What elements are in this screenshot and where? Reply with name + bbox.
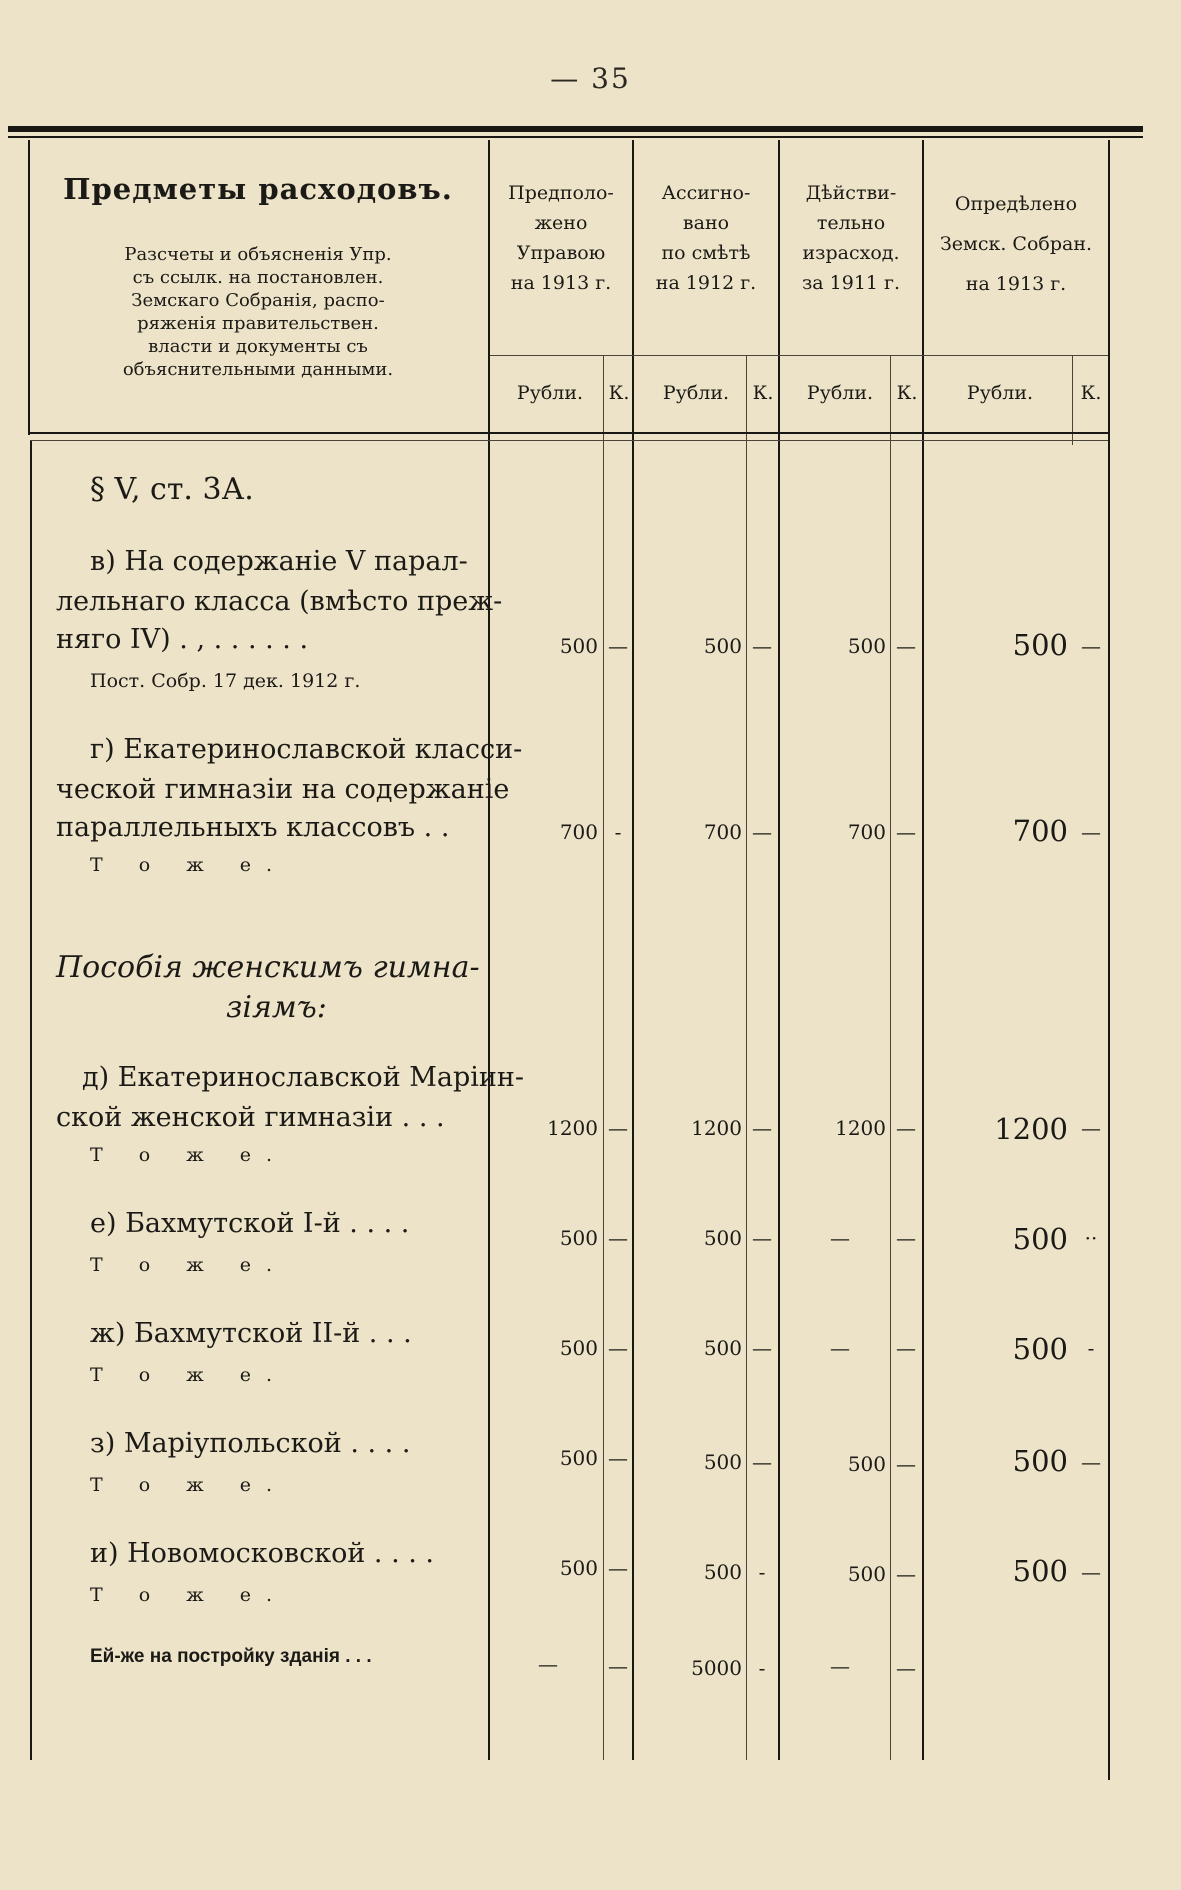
entry-line: параллельныхъ классовъ . . <box>56 812 450 843</box>
value-proposed: 700 <box>559 820 598 844</box>
kop-proposed: — <box>608 1654 628 1678</box>
kop-determined: — <box>1081 1450 1101 1474</box>
entry-line: ческой гимназіи на содержаніе <box>56 774 510 805</box>
school-line: и) Новомосковской . . . . <box>90 1538 434 1569</box>
table-border-right <box>1108 140 1110 1780</box>
kop-spent: — <box>896 820 916 844</box>
value-spent: 500 <box>847 1452 886 1476</box>
value-spent: — <box>830 1226 850 1250</box>
kop-assigned: — <box>752 1336 772 1360</box>
column-header-assigned <box>634 178 778 298</box>
header-subtitle <box>78 243 438 381</box>
subsection-heading-line2: зіямъ: <box>226 990 327 1025</box>
unit-kop: К. <box>896 382 918 404</box>
column-divider-1 <box>488 140 490 1760</box>
value-spent: 1200 <box>835 1116 886 1140</box>
column-header-line: тельно <box>816 212 886 234</box>
unit-rub: Рубли. <box>806 382 874 404</box>
value-assigned: 500 <box>703 1336 742 1360</box>
subsection-heading: Пособія женскимъ гимна- <box>56 950 480 985</box>
column-header-line: за 1911 г. <box>801 272 901 294</box>
kop-assigned: - <box>758 1560 766 1584</box>
value-spent: — <box>830 1654 850 1678</box>
column-header-determined <box>924 184 1108 304</box>
kop-determined: - <box>1087 1336 1095 1360</box>
column-header-line: на 1913 г. <box>965 273 1067 295</box>
value-determined: 500 <box>1012 1444 1068 1478</box>
value-assigned: 500 <box>703 1226 742 1250</box>
column-header-line: на 1913 г. <box>510 272 612 294</box>
kop-proposed: — <box>608 1556 628 1580</box>
column-header-line: на 1912 г. <box>655 272 757 294</box>
value-assigned: 1200 <box>691 1116 742 1140</box>
entry-line: лельнаго класса (вмѣсто преж- <box>56 586 503 617</box>
school-note: Т о ж е. <box>90 1584 287 1606</box>
kop-spent: — <box>896 1452 916 1476</box>
column-header-line: Опредѣлено <box>954 193 1078 215</box>
kop-proposed: — <box>608 1446 628 1470</box>
column-header-line: Земск. Собран. <box>939 233 1093 255</box>
value-spent: 500 <box>847 1562 886 1586</box>
value-assigned: 5000 <box>691 1656 742 1680</box>
value-assigned: 500 <box>703 634 742 658</box>
top-rule-thin <box>8 136 1143 138</box>
header-bottom-rule <box>30 432 1108 434</box>
column-divider-4 <box>922 140 924 1760</box>
page-number: — 35 <box>550 62 631 95</box>
unit-kop: К. <box>608 382 630 404</box>
entry-line: в) На содержаніе V парал- <box>90 546 468 577</box>
subtitle-line: съ ссылк. на постановлен. <box>132 267 384 288</box>
school-note: Т о ж е. <box>90 1364 287 1386</box>
subtitle-line: Разсчеты и объясненія Упр. <box>124 244 392 265</box>
kop-determined: — <box>1081 820 1101 844</box>
column-divider-1k <box>603 355 604 1760</box>
value-determined: 700 <box>1012 814 1068 848</box>
kop-determined: ·· <box>1084 1226 1098 1250</box>
value-proposed: 500 <box>559 1556 598 1580</box>
column-header-line: Ассигно- <box>661 182 751 204</box>
kop-spent: — <box>896 634 916 658</box>
column-header-line: Предполо- <box>508 182 614 204</box>
subtitle-line: ряженія правительствен. <box>137 313 379 334</box>
kop-assigned: — <box>752 820 772 844</box>
value-spent: 500 <box>847 634 886 658</box>
value-proposed: 500 <box>559 634 598 658</box>
kop-spent: — <box>896 1336 916 1360</box>
kop-proposed: — <box>608 1116 628 1140</box>
kop-spent: — <box>896 1656 916 1680</box>
column-divider-3k <box>890 355 891 1760</box>
entry-line: няго IV) . , . . . . . . <box>56 624 309 655</box>
column-header-line: жено <box>534 212 588 234</box>
kop-assigned: — <box>752 634 772 658</box>
school-line: ж) Бахмутской II-й . . . <box>90 1318 412 1349</box>
school-note: Т о ж е. <box>90 1144 287 1166</box>
value-proposed: 500 <box>559 1226 598 1250</box>
kop-spent: — <box>896 1226 916 1250</box>
unit-kop: К. <box>1080 382 1102 404</box>
kop-proposed: - <box>614 820 622 844</box>
value-determined: 500 <box>1012 1222 1068 1256</box>
value-assigned: 500 <box>703 1450 742 1474</box>
subtitle-line: Земскаго Собранія, распо- <box>131 290 385 311</box>
top-rule <box>8 126 1143 132</box>
entry-line: г) Екатеринославской класси- <box>90 734 523 765</box>
section-heading: § V, ст. 3А. <box>90 472 254 507</box>
column-header-line: по смѣтѣ <box>661 242 751 264</box>
kop-determined: — <box>1081 1560 1101 1584</box>
value-determined: 500 <box>1012 1332 1068 1366</box>
kop-proposed: — <box>608 634 628 658</box>
value-spent: — <box>830 1336 850 1360</box>
column-header-proposed <box>490 178 632 298</box>
kop-determined: — <box>1081 634 1101 658</box>
header-title: Предметы расходовъ. <box>63 172 453 206</box>
column-header-spent <box>780 178 922 298</box>
subtitle-line: объяснительными данными. <box>122 359 394 380</box>
school-line: д) Екатеринославской Маріин- <box>82 1062 525 1093</box>
kop-proposed: — <box>608 1226 628 1250</box>
table-border-left-lower <box>30 440 32 1760</box>
value-spent: 700 <box>847 820 886 844</box>
kop-assigned: — <box>752 1116 772 1140</box>
school-line: ской женской гимназіи . . . <box>56 1102 445 1133</box>
kop-spent: — <box>896 1116 916 1140</box>
kop-spent: — <box>896 1562 916 1586</box>
kop-assigned: — <box>752 1226 772 1250</box>
entry-note: Пост. Собр. 17 дек. 1912 г. <box>90 670 361 692</box>
header-bottom-rule-thin <box>30 440 1108 441</box>
building-line: Ей-же на постройку зданія . . . <box>90 1646 372 1667</box>
value-proposed: 500 <box>559 1336 598 1360</box>
column-header-line: Дѣйстви- <box>805 182 897 204</box>
column-header-line: израсход. <box>802 242 900 264</box>
value-proposed: 500 <box>559 1446 598 1470</box>
kop-proposed: — <box>608 1336 628 1360</box>
value-assigned: 500 <box>703 1560 742 1584</box>
column-header-line: Управою <box>516 242 606 264</box>
school-line: е) Бахмутской I-й . . . . <box>90 1208 410 1239</box>
value-determined: 1200 <box>994 1112 1068 1146</box>
unit-kop: К. <box>752 382 774 404</box>
unit-rub: Рубли. <box>662 382 730 404</box>
column-header-line: вано <box>682 212 730 234</box>
value-determined: 500 <box>1012 628 1068 662</box>
unit-rub: Рубли. <box>516 382 584 404</box>
value-assigned: 700 <box>703 820 742 844</box>
school-note: Т о ж е. <box>90 1254 287 1276</box>
column-divider-2k <box>746 355 747 1760</box>
value-determined: 500 <box>1012 1554 1068 1588</box>
unit-rub: Рубли. <box>966 382 1034 404</box>
kop-assigned: - <box>758 1656 766 1680</box>
kop-determined: — <box>1081 1116 1101 1140</box>
kop-assigned: — <box>752 1450 772 1474</box>
entry-note: Т о ж е. <box>90 854 287 876</box>
value-proposed: — <box>538 1652 558 1676</box>
subtitle-line: власти и документы съ <box>148 336 368 357</box>
school-line: з) Маріупольской . . . . <box>90 1428 411 1459</box>
column-divider-3 <box>778 140 780 1760</box>
school-note: Т о ж е. <box>90 1474 287 1496</box>
header-units-rule <box>490 355 1108 356</box>
value-proposed: 1200 <box>547 1116 598 1140</box>
